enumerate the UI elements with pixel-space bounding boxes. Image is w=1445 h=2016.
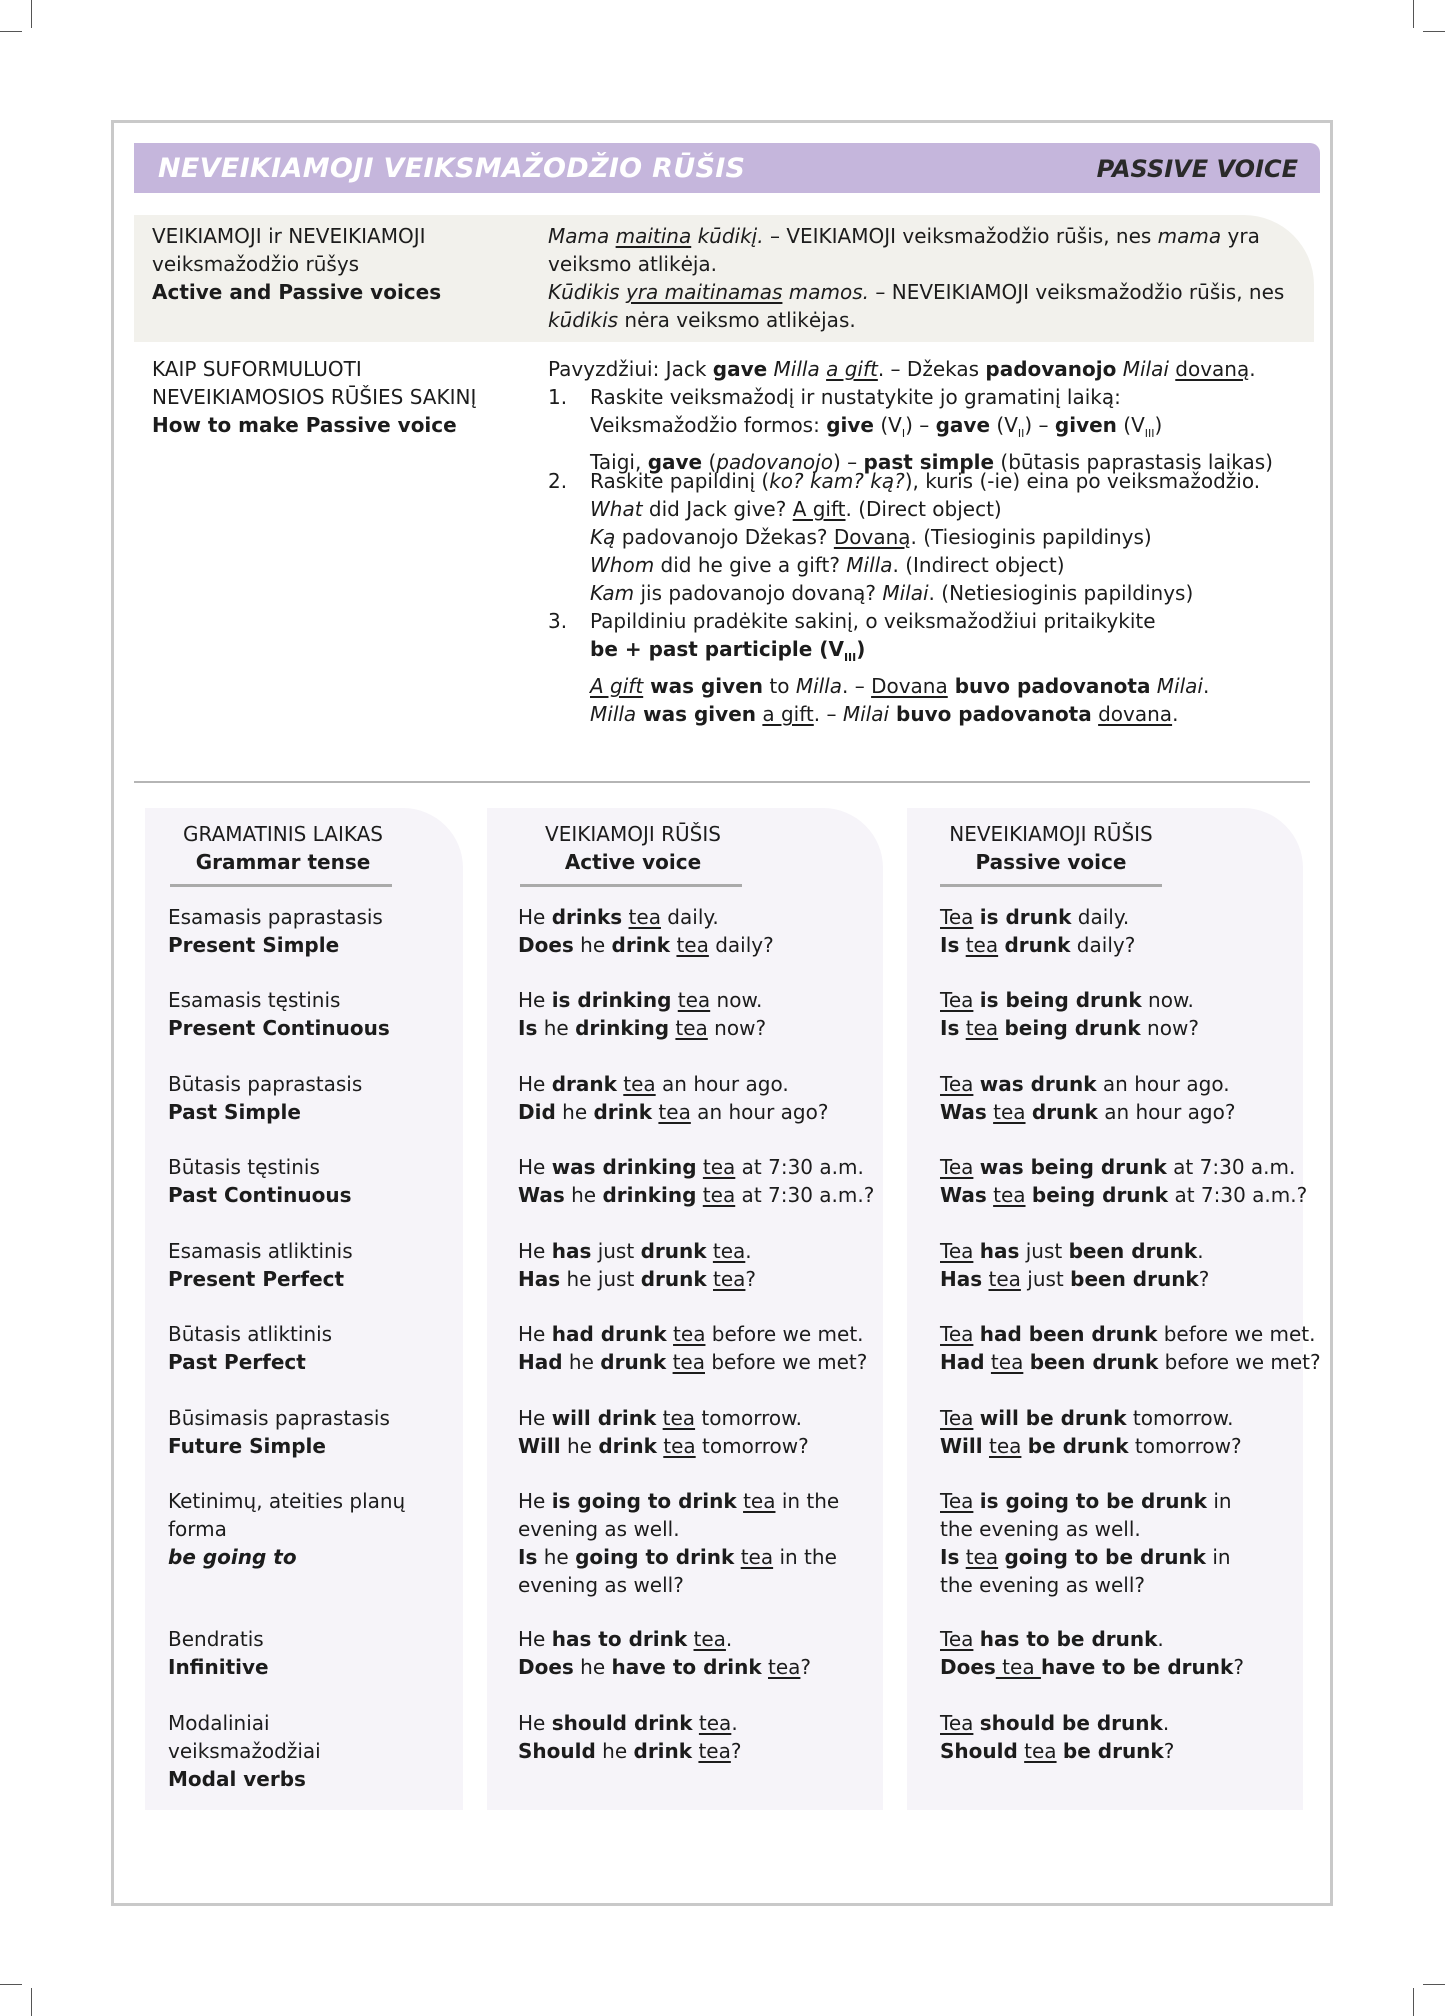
passive-example: Tea is drunk daily. Is tea drunk daily?: [940, 905, 1136, 957]
crop-mark: [1413, 1988, 1414, 2016]
step-2: Raskite papildinį (ko? kam? ką?), kuris (-ie) eina po veiksmažodžio. What did Jack give? A gift. (Direct object) Ką padovanojo Džekas? Dovaną. (Tiesioginis papildinys) Whom did he give a gift? Milla. (Indirect object) Kam jis padovanojo dovaną? Milai. (Netiesioginis papildinys): [590, 469, 1261, 605]
passive-example: Tea should be drunk. Should tea be drunk?: [940, 1711, 1175, 1763]
crop-mark: [31, 0, 32, 28]
active-example: He is drinking tea now. Is he drinking tea now?: [518, 988, 767, 1040]
tense-label: Modaliniai veiksmažodžiai Modal verbs: [168, 1711, 321, 1791]
passive-header: NEVEIKIAMOJI RŪŠIS Passive voice: [949, 822, 1153, 874]
active-header: VEIKIAMOJI RŪŠIS Active voice: [545, 822, 721, 874]
passive-example: Tea had been drunk before we met. Had tea been drunk before we met?: [940, 1322, 1321, 1374]
passive-example: Tea has just been drunk. Has tea just been drunk?: [940, 1239, 1210, 1291]
active-example: He was drinking tea at 7:30 a.m. Was he drinking tea at 7:30 a.m.?: [518, 1155, 875, 1207]
tense-label: Būtasis atliktinis Past Perfect: [168, 1322, 333, 1374]
active-example: He will drink tea tomorrow. Will he drink tea tomorrow?: [518, 1406, 809, 1458]
tense-label: Esamasis tęstinis Present Continuous: [168, 988, 390, 1040]
active-example: He drinks tea daily. Does he drink tea daily?: [518, 905, 774, 957]
crop-mark: [0, 31, 22, 32]
page-title-english: PASSIVE VOICE: [1096, 155, 1298, 183]
tense-label: Esamasis atliktinis Present Perfect: [168, 1239, 353, 1291]
step-number: 3.: [548, 609, 568, 633]
passive-example: Tea will be drunk tomorrow. Will tea be drunk tomorrow?: [940, 1406, 1242, 1458]
step-number: 1.: [548, 385, 568, 409]
tense-label: Bendratis Infinitive: [168, 1627, 269, 1679]
crop-mark: [31, 1988, 32, 2016]
crop-mark: [1413, 0, 1414, 28]
passive-example: Tea is going to be drunk in the evening as well. Is tea going to be drunk in the evening as well?: [940, 1489, 1232, 1597]
step-1: Raskite veiksmažodį ir nustatykite jo gramatinį laiką: Veiksmažodžio formos: give $(V_I)$ – gave $(V_{II})$ – given $(V_{III})$ Taigi, gave (padovanojo) – past simple (būtasis paprastasis laikas): [590, 385, 1273, 474]
crop-mark: [1423, 1984, 1445, 1985]
section-divider: [134, 781, 1310, 783]
crop-mark: [0, 1984, 22, 1985]
passive-example: Tea was drunk an hour ago. Was tea drunk an hour ago?: [940, 1072, 1236, 1124]
active-example: He should drink tea. Should he drink tea?: [518, 1711, 742, 1763]
header-rule: [520, 884, 742, 887]
passive-example: Tea was being drunk at 7:30 a.m. Was tea being drunk at 7:30 a.m.?: [940, 1155, 1308, 1207]
tense-label: Būtasis paprastasis Past Simple: [168, 1072, 363, 1124]
tense-label: Esamasis paprastasis Present Simple: [168, 905, 383, 957]
crop-mark: [1423, 31, 1445, 32]
tense-header: GRAMATINIS LAIKAS Grammar tense: [183, 822, 383, 874]
tense-label: Būtasis tęstinis Past Continuous: [168, 1155, 352, 1207]
definition-label: VEIKIAMOJI ir NEVEIKIAMOJI veiksmažodžio rūšys Active and Passive voices: [152, 224, 442, 304]
definition-text: Mama maitina kūdikį. – VEIKIAMOJI veiksmažodžio rūšis, nes mama yra veiksmo atlikėja. Kūdikis yra maitinamas mamos. – NEVEIKIAMOJI veiksmažodžio rūšis, nes kūdikis nėra veiksmo atlikėjas.: [548, 224, 1285, 332]
header-rule: [170, 884, 392, 887]
active-example: He is going to drink tea in the evening as well. Is he going to drink tea in the evening as well?: [518, 1489, 840, 1597]
active-example: He has just drunk tea. Has he just drunk tea?: [518, 1239, 757, 1291]
how-to-label: KAIP SUFORMULUOTI NEVEIKIAMOSIOS RŪŠIES SAKINĮ How to make Passive voice: [152, 357, 477, 437]
tense-label: Ketinimų, ateities planų forma be going to: [168, 1489, 406, 1569]
tense-label: Būsimasis paprastasis Future Simple: [168, 1406, 390, 1458]
active-example: He has to drink tea. Does he have to drink tea?: [518, 1627, 812, 1679]
passive-example: Tea is being drunk now. Is tea being drunk now?: [940, 988, 1199, 1040]
step-3: Papildiniu pradėkite sakinį, o veiksmažodžiui pritaikykite be + past participle $(V_{III})$ A gift was given to Milla. – Dovana buvo padovanota Milai. Milla was given a gift. – Milai buvo padovanota dovana.: [590, 609, 1210, 726]
active-example: He had drunk tea before we met. Had he drunk tea before we met?: [518, 1322, 868, 1374]
page-title: NEVEIKIAMOJI VEIKSMAŽODŽIO RŪŠIS: [158, 153, 746, 184]
step-number: 2.: [548, 469, 568, 493]
how-to-example: Pavyzdžiui: Jack gave Milla a gift. – Džekas padovanojo Milai dovaną.: [548, 357, 1256, 381]
header-rule: [940, 884, 1162, 887]
passive-example: Tea has to be drunk. Does tea have to be drunk?: [940, 1627, 1244, 1679]
title-banner: [134, 143, 1320, 193]
active-example: He drank tea an hour ago. Did he drink tea an hour ago?: [518, 1072, 829, 1124]
